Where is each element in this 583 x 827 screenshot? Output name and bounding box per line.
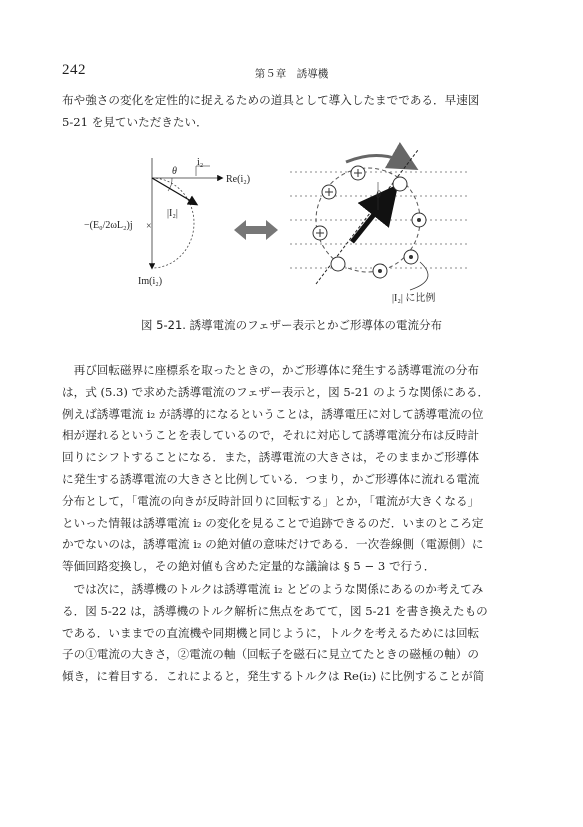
text-line: 再び回転磁界に座標系を取ったときの，かご形導体に発生する誘導電流の分布 xyxy=(62,363,479,377)
text-line: 布や強さの変化を定性的に捉えるための道具として導入したまでである．早速図 xyxy=(62,93,480,107)
text-line: 分布として，「電流の向きが反時計回りに回転する」とか，「電流が大きくなる」 xyxy=(62,493,480,508)
phasor-diagram xyxy=(84,157,250,287)
text-line: に発生する誘導電流の大きさと比例している．つまり，かご形導体に流れる電流 xyxy=(62,471,480,486)
correspondence-double-arrow xyxy=(234,220,278,240)
current-locus-semicircle xyxy=(152,178,194,268)
text-line: 子の①電流の大きさ，②電流の軸（回転子を磁石に見立てたときの磁極の軸）の xyxy=(62,647,479,662)
text-line: かでないのは，誘導電流 i₂ の絶対値の意味だけである．一次巻線側（電源側）に xyxy=(62,537,484,552)
text-line: 相が遅れるということを表しているので，それに対応して誘導電流分布は反時計 xyxy=(62,428,480,443)
im-axis-label: Im(i₂) xyxy=(138,276,163,287)
text-line: 傾き，に着目する．これによると，発生するトルクは Re(i₂) に比例することが简 xyxy=(62,669,485,684)
theta-label: θ xyxy=(172,166,177,177)
text-line: では次に，誘導機のトルクは誘導電流 i₂ とどのような関係にあるのか考えてみ xyxy=(62,582,484,596)
leader-line xyxy=(410,262,428,290)
intro-paragraph xyxy=(62,90,520,134)
body-paragraph-2 xyxy=(62,579,520,688)
rotation-arrow xyxy=(346,155,408,164)
chapter-title: 第５章 誘導機 xyxy=(254,68,329,80)
i2-tag: i₂ xyxy=(197,157,204,168)
current-phasor xyxy=(152,178,196,204)
page-number: 242 xyxy=(62,62,86,78)
text-line: といった情報は誘導電流 i₂ の変化を見ることで追跡できるのだ．いまのところ定 xyxy=(62,515,484,530)
text-line: である．いままでの直流機や同期機と同じように，トルクを考えるためには回転 xyxy=(62,625,480,640)
body-paragraph-1 xyxy=(62,360,520,578)
proportional-label: |I₂| に比例 xyxy=(392,293,436,304)
magnitude-label: |I₂| xyxy=(167,208,178,219)
text-line: る．図 5-22 は，誘導機のトルク解析に焦点をあてて，図 5-21 を書き換えたもの xyxy=(62,603,488,618)
text-line: 例えば誘導電流 i₂ が誘導的になるということは，誘導電圧に対して誘導電流の位 xyxy=(62,406,484,421)
text-line: 5-21 を見ていただきたい． xyxy=(62,114,208,129)
text-line: 等価回路変換し，その絶対値も含めた定量的な議論は § 5 − 3 で行う． xyxy=(62,559,436,574)
cage-conductor-diagram xyxy=(290,150,470,304)
text-line: 回りにシフトすることになる．また，誘導電流の大きさは，そのままかご形導体 xyxy=(62,450,480,465)
figure-caption: 図 5-21. 誘導電流のフェザー表示とかご形導体の電流分布 xyxy=(141,318,442,332)
text-line: は，式 (5.3) で求めた誘導電流のフェザー表示と，図 5-21 のような関係にある． xyxy=(62,384,490,399)
figure-5-21 xyxy=(0,140,583,310)
current-axis-arrow xyxy=(352,192,392,242)
re-axis-label: Re(i₂) xyxy=(226,174,251,185)
theta-label-right: θ xyxy=(376,190,381,201)
cross-mark: × xyxy=(146,221,152,232)
offset-label: −(E₀/2ωL₂)j xyxy=(84,220,133,231)
